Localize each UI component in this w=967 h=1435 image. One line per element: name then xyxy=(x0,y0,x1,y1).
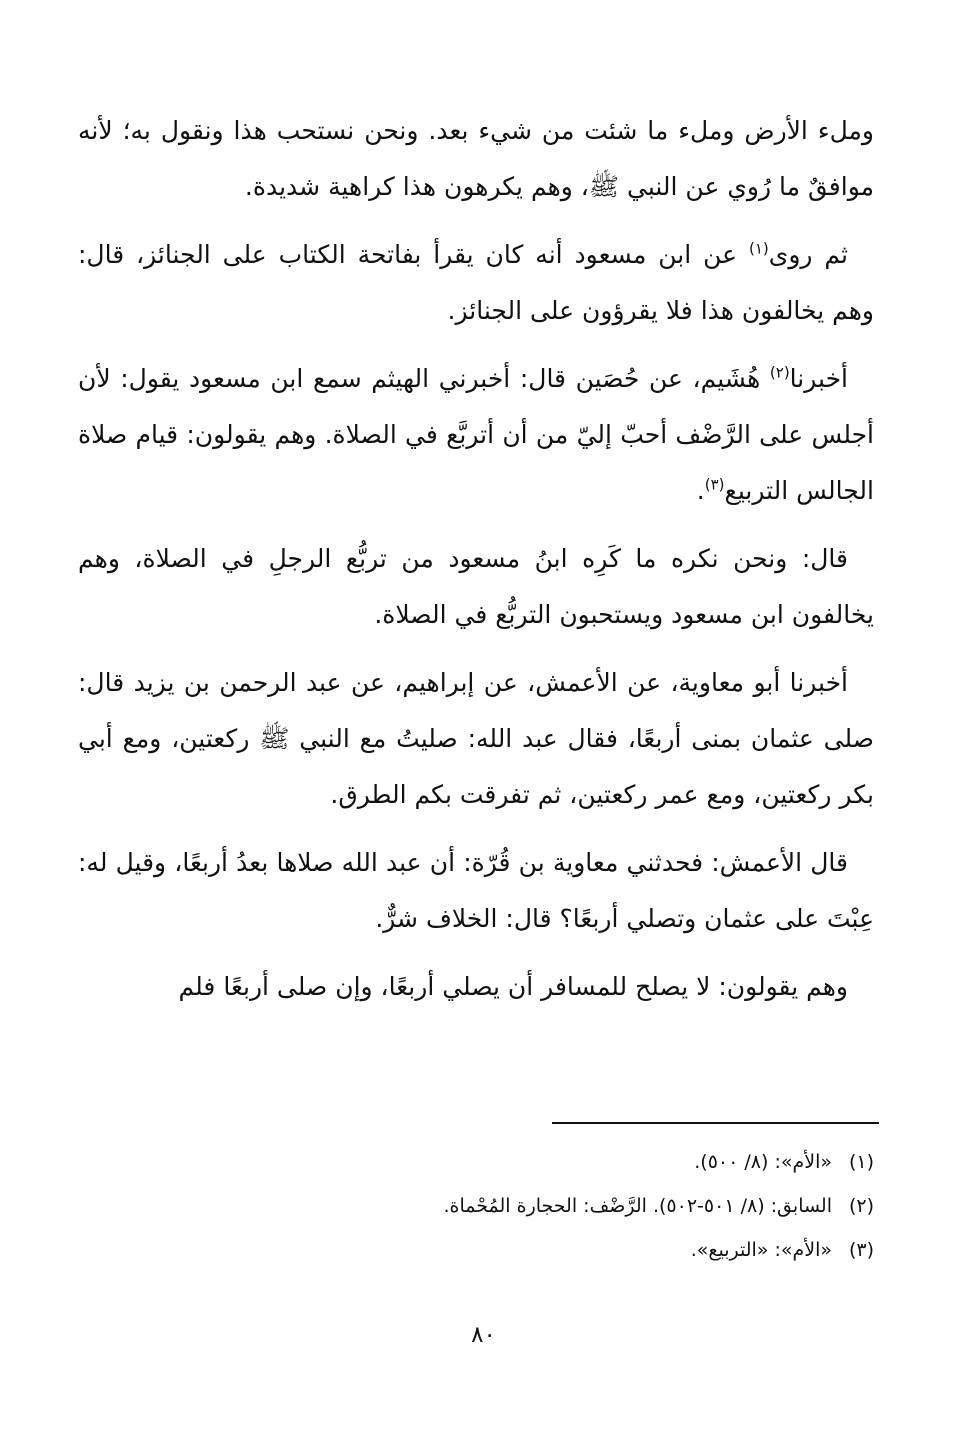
paragraph-4 xyxy=(78,531,874,643)
paragraph-3-middle: هُشَيم، عن حُصَين قال: أخبرني الهيثم سمع ابن مسعود يقول: لأن أجلس على الرَّضْف أحبّ إليّ من أن أتربَّع في الصلاة. وهم يقولون: قيام صلاة الجالس التربيع xyxy=(78,364,874,505)
footnote-ref-1[interactable]: (١) xyxy=(748,239,769,258)
footnote-ref-3[interactable]: (٣) xyxy=(704,475,725,494)
footnote-1 xyxy=(300,1140,874,1184)
paragraph-1-text: وملء الأرض وملء ما شئت من شيء بعد. ونحن نستحب هذا ونقول به؛ لأنه موافقٌ ما رُوي عن النبي ﷺ، وهم يكرهون هذا كراهية شديدة. xyxy=(78,116,874,201)
paragraph-3-start: أخبرنا xyxy=(789,364,848,393)
footnote-ref-2[interactable]: (٢) xyxy=(769,363,790,382)
footnote-2 xyxy=(300,1184,874,1228)
paragraph-2-rest: عن ابن مسعود أنه كان يقرأ بفاتحة الكتاب على الجنائز، قال: وهم يخالفون هذا فلا يقرؤون على الجنائز. xyxy=(78,240,874,325)
footnote-2-text: السابق: (٨/ ٥٠١-٥٠٢). الرَّضْف: الحجارة المُحْماة. xyxy=(443,1195,832,1217)
footnote-3-text: «الأم»: «التربيع». xyxy=(690,1239,832,1261)
footnote-3-number: (٣) xyxy=(848,1239,874,1261)
paragraph-3-end: . xyxy=(696,476,705,505)
footnote-1-text: «الأم»: (٨/ ٥٠٠). xyxy=(694,1151,832,1173)
paragraph-2-start: ثم روى xyxy=(768,240,848,269)
footnote-3 xyxy=(300,1228,874,1272)
paragraph-7 xyxy=(78,959,874,1015)
paragraph-3 xyxy=(78,351,874,519)
paragraph-5-text: أخبرنا أبو معاوية، عن الأعمش، عن إبراهيم، عن عبد الرحمن بن يزيد قال: صلى عثمان بمنى أربعًا، فقال عبد الله: صليتُ مع النبي ﷺ ركعتين، ومع أبي بكر ركعتين، ومع عمر ركعتين، ثم تفرقت بكم الطرق. xyxy=(78,668,874,809)
paragraph-6-text: قال الأعمش: فحدثني معاوية بن قُرّة: أن عبد الله صلاها بعدُ أربعًا، وقيل له: عِبْتَ على عثمان وتصلي أربعًا؟ قال: الخلاف شرٌّ. xyxy=(78,848,874,933)
paragraph-4-text: قال: ونحن نكره ما كَرِه ابنُ مسعود من تربُّع الرجلِ في الصلاة، وهم يخالفون ابن مسعود ويستحبون التربُّع في الصلاة. xyxy=(78,544,874,629)
page-number: ٨٠ xyxy=(471,1322,496,1348)
footnote-divider xyxy=(552,1122,879,1124)
footnote-2-number: (٢) xyxy=(848,1195,874,1217)
footnotes xyxy=(300,1140,874,1272)
paragraph-2 xyxy=(78,227,874,339)
paragraph-1 xyxy=(78,103,874,215)
paragraph-5 xyxy=(78,655,874,823)
footnote-1-number: (١) xyxy=(848,1151,874,1173)
paragraph-6 xyxy=(78,835,874,947)
paragraph-7-text: وهم يقولون: لا يصلح للمسافر أن يصلي أربعًا، وإن صلى أربعًا فلم xyxy=(178,972,848,1001)
main-text xyxy=(78,103,874,1027)
